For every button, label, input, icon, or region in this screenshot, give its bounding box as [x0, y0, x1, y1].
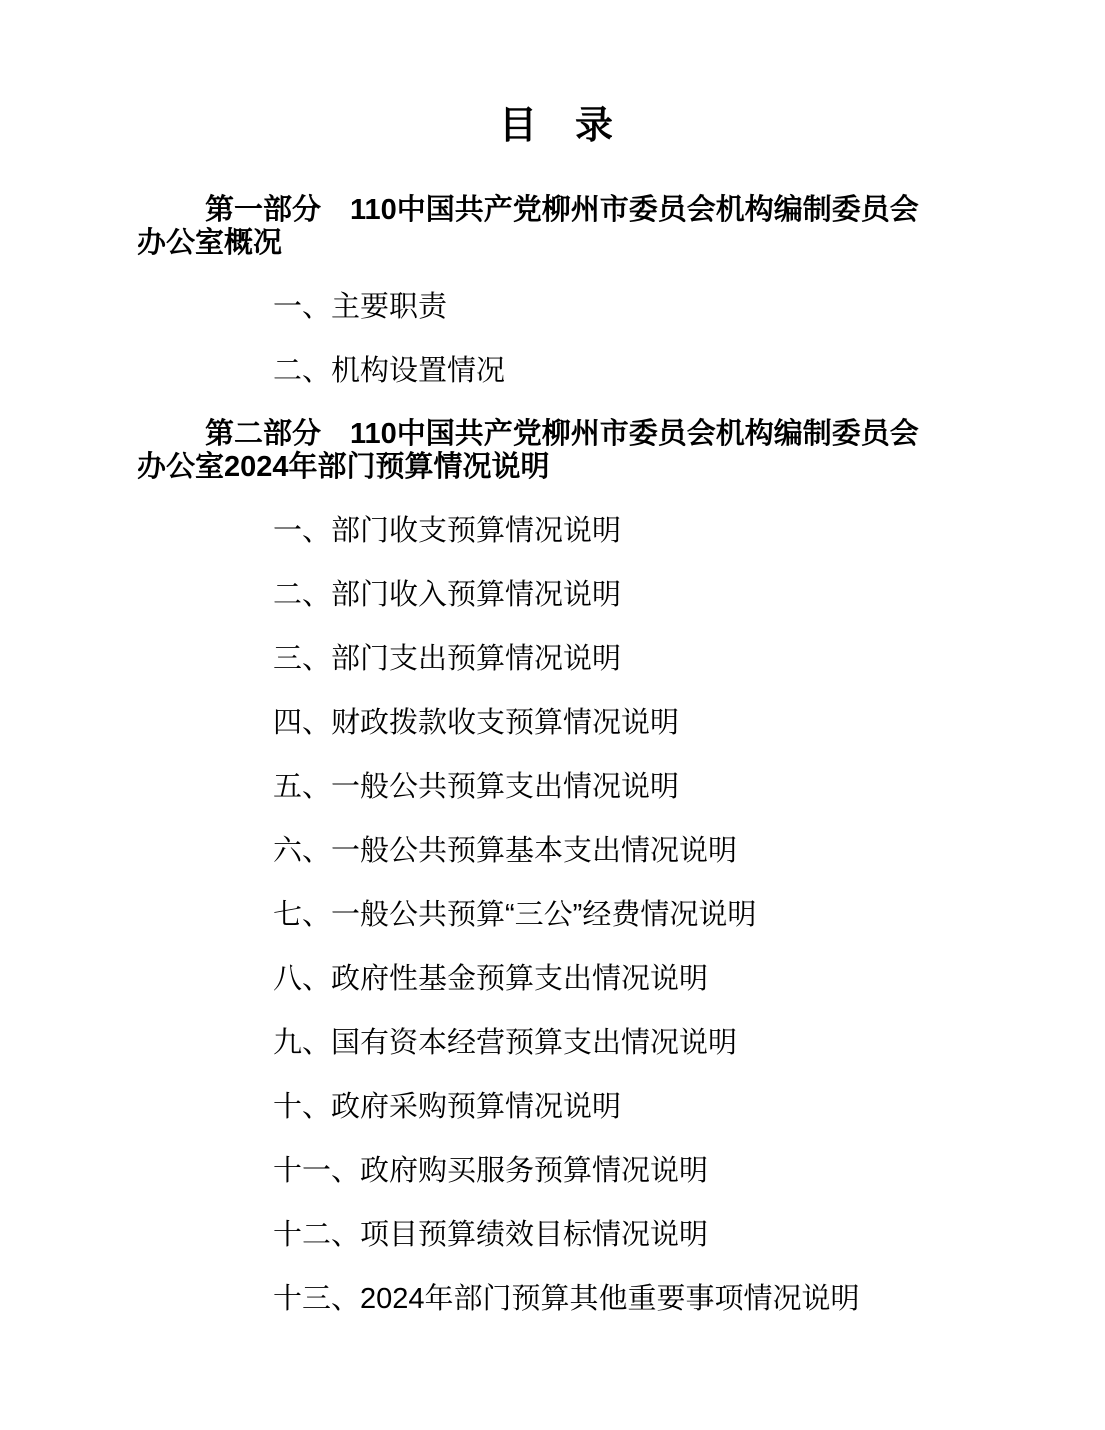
toc-item-part1-1: 一、主要职责 — [273, 291, 448, 323]
page-title: 目 录 — [498, 105, 613, 147]
toc-item-part2-6: 六、一般公共预算基本支出情况说明 — [273, 835, 738, 867]
toc-item-part2-2: 二、部门收入预算情况说明 — [273, 579, 622, 611]
toc-item-part2-10: 十、政府采购预算情况说明 — [273, 1091, 622, 1123]
toc-item-part2-1: 一、部门收支预算情况说明 — [273, 515, 622, 547]
part-1-heading-line-2: 办公室概况 — [137, 227, 283, 259]
toc-item-part2-8: 八、政府性基金预算支出情况说明 — [273, 963, 709, 995]
toc-item-part2-12: 十二、项目预算绩效目标情况说明 — [273, 1219, 709, 1251]
toc-item-part2-13: 十三、2024年部门预算其他重要事项情况说明 — [273, 1283, 860, 1315]
part-2-heading-line-2: 办公室2024年部门预算情况说明 — [137, 451, 550, 483]
part-1-heading — [137, 194, 975, 260]
toc-item-part2-9: 九、国有资本经营预算支出情况说明 — [273, 1027, 738, 1059]
toc-item-part2-4: 四、财政拨款收支预算情况说明 — [273, 707, 680, 739]
toc-item-part1-2: 二、机构设置情况 — [273, 355, 506, 387]
part-2-heading-line-1: 第二部分 110中国共产党柳州市委员会机构编制委员会 — [205, 418, 919, 450]
toc-item-part2-5: 五、一般公共预算支出情况说明 — [273, 771, 680, 803]
toc-item-part2-3: 三、部门支出预算情况说明 — [273, 643, 622, 675]
part-2-heading — [137, 418, 975, 484]
toc-item-part2-7: 七、一般公共预算“三公”经费情况说明 — [273, 899, 757, 931]
part-1-heading-line-1: 第一部分 110中国共产党柳州市委员会机构编制委员会 — [205, 194, 919, 226]
toc-item-part2-11: 十一、政府购买服务预算情况说明 — [273, 1155, 709, 1187]
